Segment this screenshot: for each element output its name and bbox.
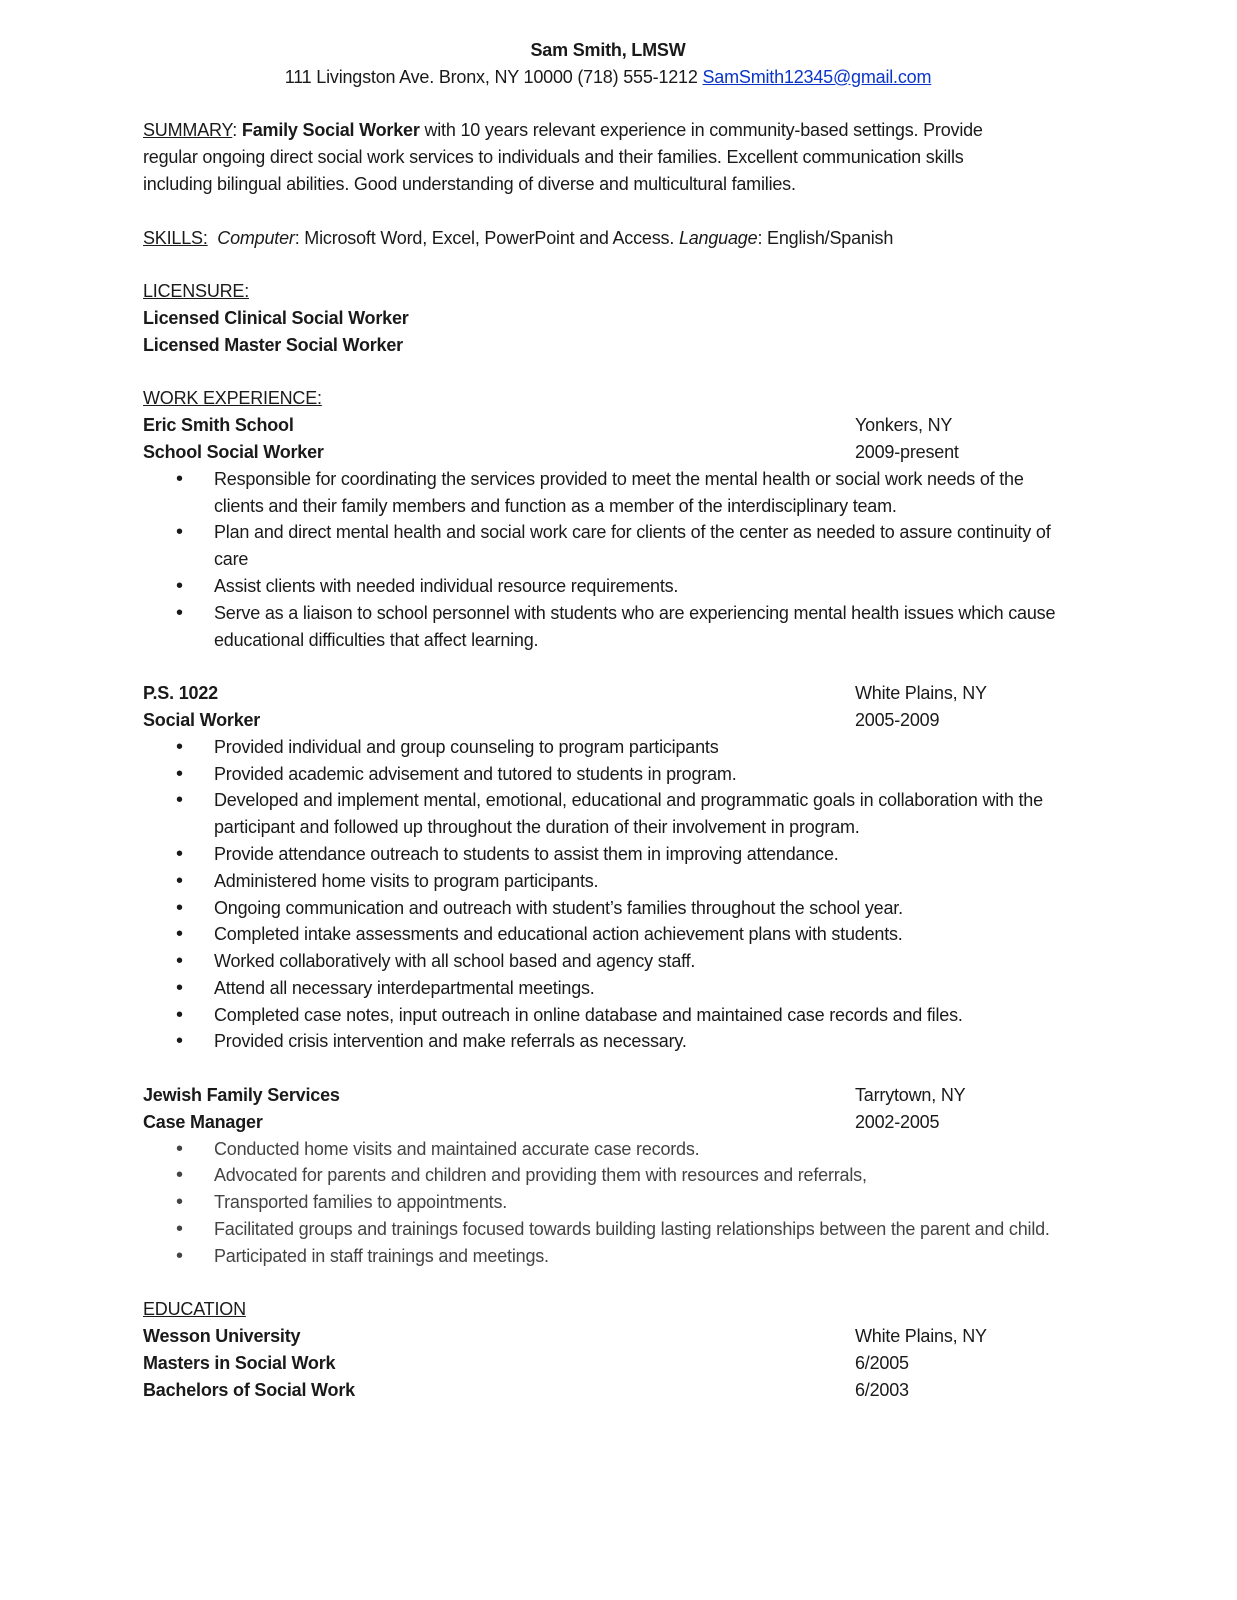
school-location: White Plains, NY xyxy=(855,1326,987,1347)
school-name: Wesson University xyxy=(143,1326,301,1347)
job-bullets xyxy=(143,734,1073,1056)
job-location: White Plains, NY xyxy=(855,683,987,704)
job-location: Yonkers, NY xyxy=(855,415,953,436)
job-title: School Social Worker xyxy=(143,441,324,462)
bullet-item: • Responsible for coordinating the services provided to meet the mental health or social work needs of the clients and their family members and function as a member of the interdisciplinary team. xyxy=(143,466,1074,520)
contact-line xyxy=(143,64,1073,91)
licensure-label: LICENSURE: xyxy=(143,281,250,302)
license-item: Licensed Master Social Worker xyxy=(143,334,403,355)
language-skills: : English/Spanish xyxy=(757,227,894,248)
education-school-row xyxy=(143,1323,1073,1350)
summary-text: with 10 years relevant experience in community-based settings. Provide regular ongoing direct social work services to individuals and their families. Excellent communication skills including bilingual abilities. Good understanding of diverse and multicultural families. xyxy=(143,120,983,194)
employer-name: P.S. 1022 xyxy=(143,683,218,704)
bullet-item: • Plan and direct mental health and social work care for clients of the center as needed to assure continuity of care xyxy=(143,519,1074,573)
bullet-item: • Serve as a liaison to school personnel with students who are experiencing mental health issues which cause educational difficulties that affect learning. xyxy=(143,600,1074,654)
bullet-item: • Advocated for parents and children and providing them with resources and referrals, xyxy=(143,1162,1074,1189)
job-dates: 2005-2009 xyxy=(855,709,940,730)
bullet-item: • Developed and implement mental, emotional, educational and programmatic goals in collaboration with the participant and followed up throughout the duration of their involvement in program. xyxy=(143,787,1074,841)
title-row xyxy=(143,707,1073,734)
employer-name: Jewish Family Services xyxy=(143,1085,340,1106)
license-item: Licensed Clinical Social Worker xyxy=(143,307,409,328)
title-row xyxy=(143,439,1073,466)
bullet-item: • Ongoing communication and outreach with student’s families throughout the school year. xyxy=(143,895,1074,922)
bullet-item: • Conducted home visits and maintained accurate case records. xyxy=(143,1136,1074,1163)
education-label: EDUCATION xyxy=(143,1299,246,1320)
bullet-item: • Completed intake assessments and educational action achievement plans with students. xyxy=(143,921,1074,948)
job-title: Case Manager xyxy=(143,1111,263,1132)
bullet-item: • Provided crisis intervention and make referrals as necessary. xyxy=(143,1028,1074,1055)
bullet-item: • Worked collaboratively with all school based and agency staff. xyxy=(143,948,1074,975)
summary-title: Family Social Worker xyxy=(241,120,420,141)
candidate-name: Sam Smith, LMSW xyxy=(530,40,686,60)
bullet-item: • Transported families to appointments. xyxy=(143,1189,1074,1216)
job-dates: 2002-2005 xyxy=(855,1111,940,1132)
employer-row xyxy=(143,1082,1073,1109)
job-bullets xyxy=(143,466,1073,654)
job-bullets xyxy=(143,1136,1073,1270)
job-list xyxy=(143,412,1073,1296)
bullet-item: • Participated in staff trainings and meetings. xyxy=(143,1243,1074,1270)
degree-row xyxy=(143,1377,1073,1404)
degree-date: 6/2005 xyxy=(855,1353,909,1374)
bullet-item: • Attend all necessary interdepartmental meetings. xyxy=(143,975,1074,1002)
job-entry xyxy=(143,412,1073,680)
language-label: Language xyxy=(678,227,758,248)
contact-info: 111 Livingston Ave. Bronx, NY 10000 (718) 555-1212 xyxy=(284,66,698,87)
bullet-item: • Completed case notes, input outreach in online database and maintained case records and files. xyxy=(143,1002,1074,1029)
job-entry xyxy=(143,680,1073,1082)
computer-label: Computer xyxy=(217,227,295,248)
title-row xyxy=(143,1109,1073,1136)
skills-label: SKILLS: xyxy=(143,227,208,248)
job-location: Tarrytown, NY xyxy=(855,1085,966,1106)
bullet-item: • Facilitated groups and trainings focused towards building lasting relationships between the parent and child. xyxy=(143,1216,1074,1243)
job-title: Social Worker xyxy=(143,709,261,730)
job-dates: 2009-present xyxy=(855,441,959,462)
summary-label: SUMMARY xyxy=(143,120,233,141)
employer-name: Eric Smith School xyxy=(143,415,294,436)
summary-section: SUMMARY: Family Social Worker with 10 years relevant experience in community-based settings. Provide regular ongoing direct social work services to individuals and their families. Excellent communication skills including bilingual abilities. Good understanding of diverse and multicultural families. xyxy=(143,120,983,194)
computer-skills: : Microsoft Word, Excel, PowerPoint and Access. xyxy=(294,227,679,248)
bullet-item: • Assist clients with needed individual resource requirements. xyxy=(143,573,1074,600)
degree-row xyxy=(143,1350,1073,1377)
bullet-item: • Provide attendance outreach to students to assist them in improving attendance. xyxy=(143,841,1074,868)
email-link[interactable]: SamSmith12345@gmail.com xyxy=(702,66,932,87)
bullet-item: • Administered home visits to program participants. xyxy=(143,868,1074,895)
bullet-item: • Provided academic advisement and tutored to students in program. xyxy=(143,761,1074,788)
resume xyxy=(143,37,1073,1404)
bullet-item: • Provided individual and group counseling to program participants xyxy=(143,734,1074,761)
degree-name: Masters in Social Work xyxy=(143,1353,336,1374)
skills-section xyxy=(143,225,1073,252)
employer-row xyxy=(143,680,1073,707)
job-entry xyxy=(143,1082,1073,1296)
work-experience-label: WORK EXPERIENCE: xyxy=(143,388,322,409)
degree-date: 6/2003 xyxy=(855,1379,909,1400)
employer-row xyxy=(143,412,1073,439)
degree-name: Bachelors of Social Work xyxy=(143,1379,355,1400)
